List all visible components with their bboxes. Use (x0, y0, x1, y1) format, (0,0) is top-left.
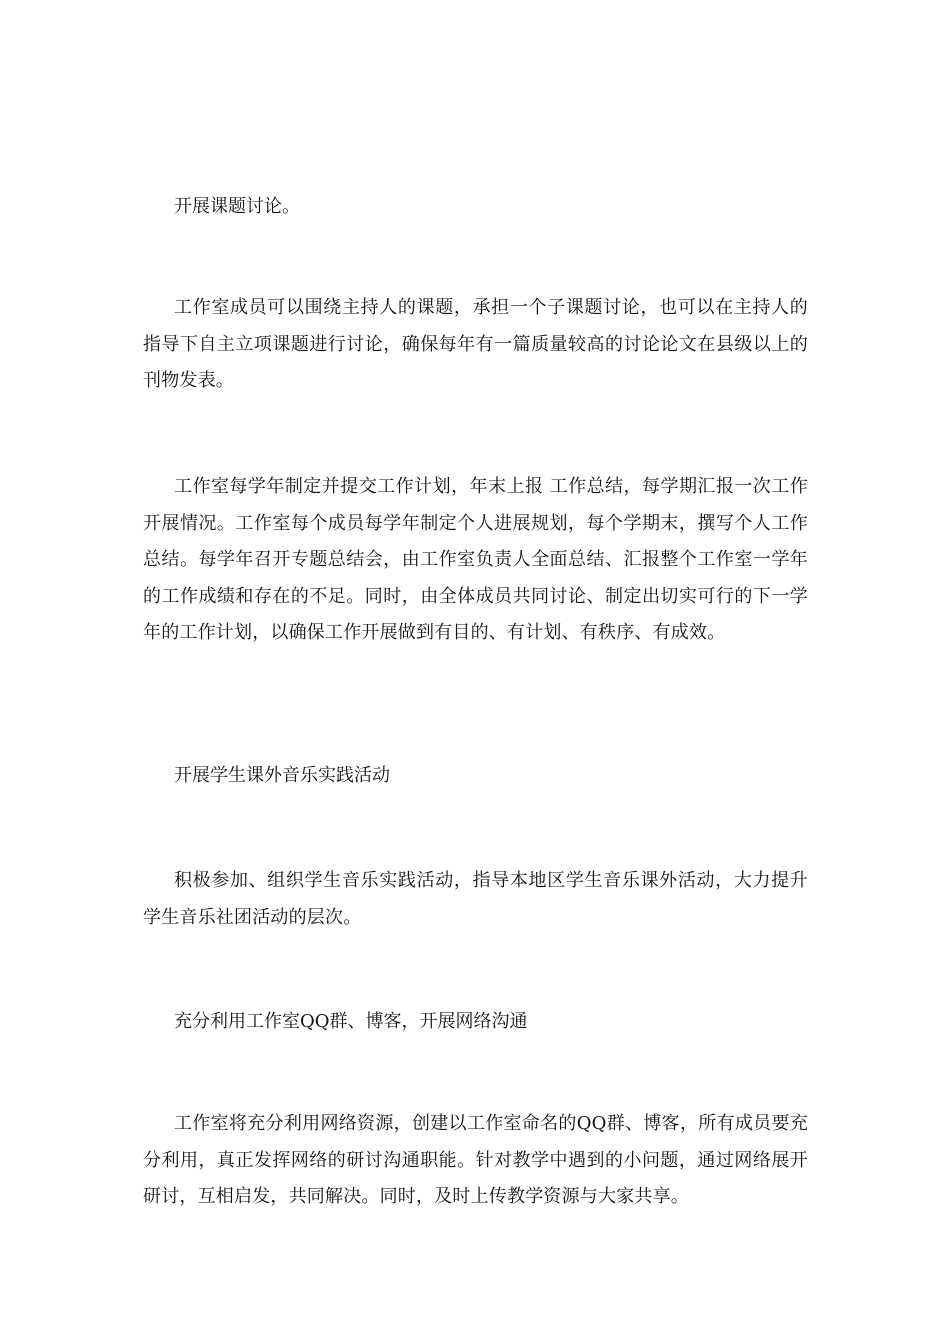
paragraph-work-plan: 工作室每学年制定并提交工作计划，年末上报 工作总结，每学期汇报一次工作开展情况。工作室每个成员每学年制定个人进展规划，每个学期末，撰写个人工作总结。每学年召开专题总结会，由工作室负责人全面总结、汇报整个工作室一学年的工作成绩和存在的不足。同时，由全体成员共同讨论、制定出切实可行的下一学年的工作计划，以确保工作开展做到有目的、有计划、有秩序、有成效。 (143, 476, 808, 643)
paragraph-music-practice: 积极参加、组织学生音乐实践活动，指导本地区学生音乐课外活动，大力提升学生音乐社团活动的层次。 (143, 870, 808, 928)
section-heading-topic-discussion: 开展课题讨论。 (174, 196, 300, 217)
section-heading-network-communication: 充分利用工作室QQ群、博客，开展网络沟通 (174, 1011, 528, 1032)
paragraph-topic-research: 工作室成员可以围绕主持人的课题，承担一个子课题讨论，也可以在主持人的指导下自主立项课题进行讨论，确保每年有一篇质量较高的讨论论文在县级以上的刊物发表。 (143, 297, 808, 391)
section-heading-music-practice: 开展学生课外音乐实践活动 (174, 765, 390, 786)
paragraph-network-communication: 工作室将充分利用网络资源，创建以工作室命名的QQ群、博客，所有成员要充分利用，真正发挥网络的研讨沟通职能。针对教学中遇到的小问题，通过网络展开研讨，互相启发，共同解决。同时，及时上传教学资源与大家共享。 (143, 1113, 808, 1207)
